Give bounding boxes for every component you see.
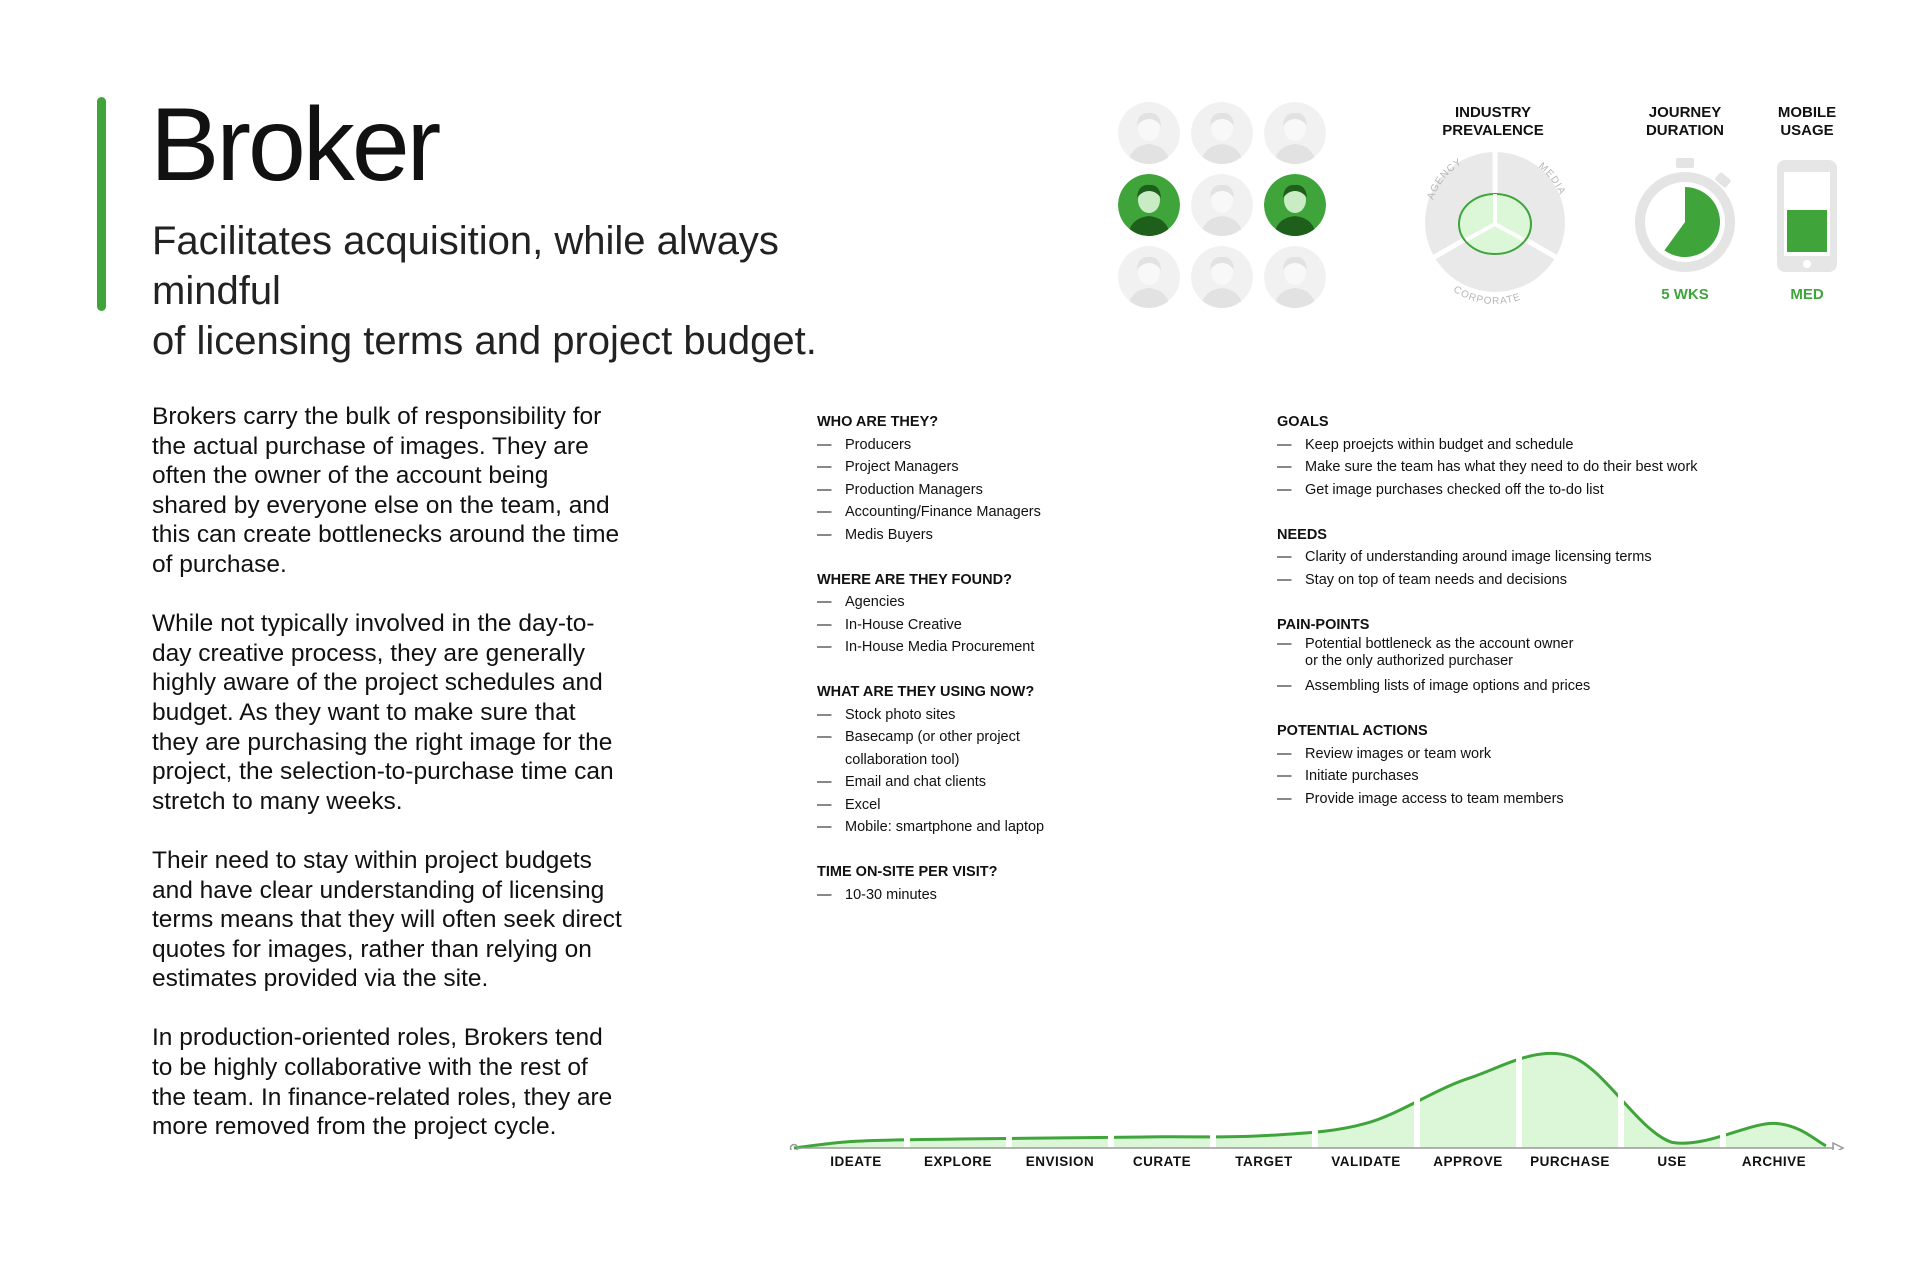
stage-label: TARGET (1235, 1154, 1293, 1169)
list-item: — Agencies (817, 591, 1237, 614)
section-list (817, 884, 1237, 907)
list-item: — Producers (817, 434, 1237, 457)
list-item: — Mobile: smartphone and laptop (817, 816, 1237, 839)
stage-label: ENVISION (1025, 1154, 1095, 1169)
info-column-right (1277, 411, 1837, 833)
stage-label: IDEATE (830, 1154, 882, 1169)
stage-divider (1516, 1030, 1522, 1148)
description (152, 402, 622, 1171)
info-section (817, 861, 1237, 906)
journey-duration-label: JOURNEY DURATION (1645, 104, 1725, 139)
info-section (1277, 524, 1837, 592)
industry-prevalence-label: INDUSTRY PREVALENCE (1442, 104, 1544, 139)
stage-divider (1720, 1030, 1726, 1148)
section-list (817, 434, 1237, 547)
list-item: — Assembling lists of image options and prices (1277, 675, 1837, 698)
person-avatar-icon (1118, 102, 1180, 164)
list-item: — Basecamp (or other project collaboration tool) (817, 726, 1045, 771)
list-item: — Production Managers (817, 479, 1237, 502)
stage-divider (1618, 1030, 1624, 1148)
stage-label: CURATE (1132, 1154, 1192, 1169)
stage-label: ARCHIVE (1741, 1154, 1807, 1169)
info-section (1277, 614, 1837, 698)
person-avatar-icon (1118, 174, 1180, 236)
section-list (1277, 434, 1837, 502)
section-heading: GOALS (1277, 414, 1329, 430)
journey-line (794, 1053, 1826, 1148)
list-item: — Initiate purchases (1277, 765, 1837, 788)
person-avatar-icon (1264, 102, 1326, 164)
list-item: — In-House Media Procurement (817, 636, 1237, 659)
section-list (1277, 636, 1837, 698)
section-heading: WHERE ARE THEY FOUND? (817, 571, 1012, 588)
person-avatar-icon (1191, 174, 1253, 236)
stage-label: USE (1657, 1154, 1687, 1169)
info-section (1277, 720, 1837, 810)
page-subtitle: Facilitates acquisition, while always mindful of licensing terms and project budget. (152, 219, 817, 363)
list-item: — Clarity of understanding around image licensing terms (1277, 546, 1837, 569)
person-avatar-icon (1191, 246, 1253, 308)
segment-media-label: MEDIA (1536, 160, 1568, 197)
section-heading: WHO ARE THEY? (817, 414, 939, 430)
list-item: — 10-30 minutes (817, 884, 1237, 907)
section-heading: TIME ON-SITE PER VISIT? (817, 864, 998, 880)
section-list (817, 591, 1237, 659)
person-avatar-icon (1264, 174, 1326, 236)
segment-agency-label: AGENCY (1425, 156, 1465, 202)
stage-divider (1006, 1030, 1012, 1148)
list-item: — Medis Buyers (817, 524, 1237, 547)
section-list (1277, 546, 1837, 591)
list-item: — Accounting/Finance Managers (817, 501, 1237, 524)
stage-divider (1108, 1030, 1114, 1148)
list-item: — Project Managers (817, 456, 1237, 479)
info-section (817, 681, 1237, 839)
section-heading: WHAT ARE THEY USING NOW? (817, 684, 1035, 700)
list-item: — Get image purchases checked off the to-do list (1277, 479, 1837, 502)
stage-label: APPROVE (1433, 1154, 1503, 1169)
avatar-grid (1118, 102, 1328, 310)
list-item: — Excel (817, 794, 1237, 817)
mobile-usage-label: MOBILE USAGE (1777, 104, 1837, 139)
list-item: — Stay on top of team needs and decisions (1277, 569, 1837, 592)
list-item: — In-House Creative (817, 614, 1237, 637)
info-column-left (817, 411, 1237, 929)
section-heading: PAIN-POINTS (1277, 616, 1370, 633)
stopwatch-icon (1630, 155, 1740, 280)
section-heading: POTENTIAL ACTIONS (1277, 723, 1428, 739)
accent-bar (97, 97, 106, 311)
stage-divider (904, 1030, 910, 1148)
section-list (1277, 743, 1837, 811)
timeline-end-arrow (1833, 1143, 1843, 1150)
stage-label: PURCHASE (1530, 1154, 1610, 1169)
info-section (1277, 411, 1837, 501)
person-avatar-icon (1118, 246, 1180, 308)
person-avatar-icon (1264, 246, 1326, 308)
stage-label: EXPLORE (923, 1154, 992, 1169)
description-paragraph: While not typically involved in the day-to-day creative process, they are generally highly aware of the project schedules and budget. As they want to make sure that they are purchasing the right image for the project, the selection-to-purchase time can stretch to many weeks. (152, 610, 614, 815)
list-item: — Potential bottleneck as the account owner or the only authorized purchaser (1277, 636, 1837, 670)
stage-label: VALIDATE (1331, 1154, 1401, 1169)
stage-divider (1414, 1030, 1420, 1148)
info-section (817, 569, 1237, 659)
stage-divider (1312, 1030, 1318, 1148)
list-item: — Provide image access to team members (1277, 788, 1837, 811)
segment-corporate-label: CORPORATE (1451, 284, 1523, 308)
journey-duration-value: 5 WKS (1661, 286, 1709, 303)
description-paragraph: Brokers carry the bulk of responsibility for the actual purchase of images. They are often the owner of the account being shared by everyone else on the team, and this can create bottlenecks around the time of purchase. (152, 403, 620, 578)
info-section (817, 411, 1237, 546)
list-item: — Keep proejcts within budget and schedule (1277, 434, 1837, 457)
page-title: Broker (150, 87, 439, 203)
list-item: — Review images or team work (1277, 743, 1837, 766)
list-item: — Email and chat clients (817, 771, 1237, 794)
smartphone-icon (1774, 158, 1840, 276)
stage-divider (1210, 1030, 1216, 1148)
mobile-usage-value: MED (1790, 286, 1824, 303)
journey-chart-plot (778, 1030, 1848, 1150)
list-item: — Make sure the team has what they need to do their best work (1277, 456, 1837, 479)
list-item: — Stock photo sites (817, 704, 1237, 727)
section-heading: NEEDS (1277, 526, 1327, 543)
person-avatar-icon (1191, 102, 1253, 164)
pie-chart-icon (1405, 145, 1585, 315)
section-list (817, 704, 1237, 839)
description-paragraph: Their need to stay within project budgets and have clear understanding of licensing terms means that they will often seek direct quotes for images, rather than relying on estimates provided via the site. (152, 846, 622, 993)
journey-chart (778, 1030, 1848, 1190)
description-paragraph: In production-oriented roles, Brokers tend to be highly collaborative with the rest of the team. In finance-related roles, they are more removed from the project cycle. (152, 1024, 613, 1141)
